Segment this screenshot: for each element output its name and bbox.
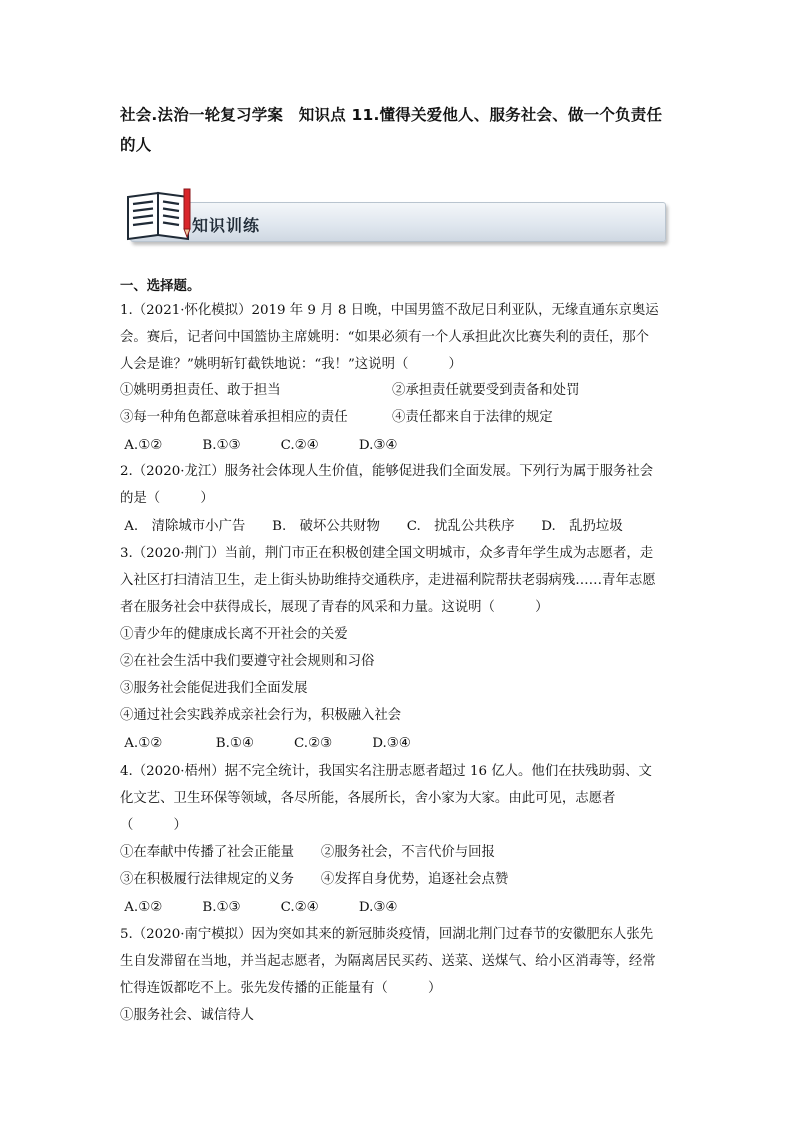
q4-line-3: （ ） — [120, 818, 187, 833]
q3-option-3: ③服务社会能促进我们全面发展 — [120, 681, 308, 696]
q4-choices: A.①② B.①③ C.②④ D.③④ — [120, 900, 398, 915]
q3-option-1: ①青少年的健康成长离不开社会的关爱 — [120, 627, 348, 642]
q2-line-1: 2.（2020·龙江）服务社会体现人生价值，能够促进我们全面发展。下列行为属于服务社会 — [120, 464, 654, 479]
q3-line-2: 入社区打扫清洁卫生，走上街头协助维持交通秩序，走进福利院帮扶老弱病残……青年志愿 — [120, 573, 656, 588]
q1-option-1: ①姚明勇担责任、敢于担当 — [120, 383, 281, 398]
q4-line-2: 化文艺、卫生环保等领域，各尽所能，各展所长，舍小家为大家。由此可见，志愿者 — [120, 791, 616, 806]
q3-line-3: 者在服务社会中获得成长，展现了青春的风采和力量。这说明（ ） — [120, 600, 549, 615]
document-title — [120, 100, 680, 160]
q5-line-1: 5.（2020·南宁模拟）因为突如其来的新冠肺炎疫情，回湖北荆门过春节的安徽肥东人张先 — [120, 927, 654, 942]
q4-options-row-2: ③在积极履行法律规定的义务 ④发挥自身优势，追逐社会点赞 — [120, 872, 509, 887]
q4-line-1: 4.（2020·梧州）据不完全统计，我国实名注册志愿者超过 16 亿人。他们在扶残助弱、文 — [120, 764, 652, 779]
q5-option-1: ①服务社会、诚信待人 — [120, 1008, 254, 1023]
q1-line-1: 1.（2021·怀化模拟）2019 年 9 月 8 日晚，中国男篮不敌尼日利亚队，无缘直通东京奥运 — [120, 303, 659, 318]
q1-line-3: 人会是谁？”姚明斩钉截铁地说：“我！”这说明（ ） — [120, 357, 462, 372]
section-heading: 一、选择题。 — [120, 279, 201, 294]
q5-line-2: 生自发滞留在当地，并当起志愿者，为隔离居民买药、送菜、送煤气、给小区消毒等，经常 — [120, 954, 656, 969]
q2-line-2: 的是（ ） — [120, 491, 214, 506]
q1-option-4: ④责任都来自于法律的规定 — [392, 410, 553, 425]
q1-line-2: 会。赛后，记者问中国篮协主席姚明：“如果必须有一个人承担此次比赛失利的责任，那个 — [120, 330, 650, 345]
q3-line-1: 3.（2020·荆门）当前，荆门市正在积极创建全国文明城市，众多青年学生成为志愿者，走 — [120, 546, 654, 561]
q5-line-3: 忙得连饭都吃不上。张先发传播的正能量有（ ） — [120, 981, 442, 996]
q4-options-row-1: ①在奉献中传播了社会正能量 ②服务社会，不言代价与回报 — [120, 845, 495, 860]
q3-option-2: ②在社会生活中我们要遵守社会规则和习俗 — [120, 654, 375, 669]
q2-choices: A. 清除城市小广告 B. 破坏公共财物 C. 扰乱公共秩序 D. 乱扔垃圾 — [120, 519, 623, 534]
q1-option-3: ③每一种角色都意味着承担相应的责任 — [120, 410, 348, 425]
q3-option-4: ④通过社会实践养成亲社会行为，积极融入社会 — [120, 708, 402, 723]
section-banner — [124, 183, 668, 245]
q3-choices: A.①② B.①④ C.②③ D.③④ — [120, 736, 411, 751]
banner-label: 知识训练 — [192, 216, 261, 235]
title-line-2: 的人 — [120, 136, 152, 154]
q1-option-2: ②承担责任就要受到责备和处罚 — [392, 383, 580, 398]
title-line-1: 社会.法治一轮复习学案 知识点 11.懂得关爱他人、服务社会、做一个负责任 — [120, 106, 663, 124]
q1-choices: A.①② B.①③ C.②④ D.③④ — [120, 438, 398, 453]
